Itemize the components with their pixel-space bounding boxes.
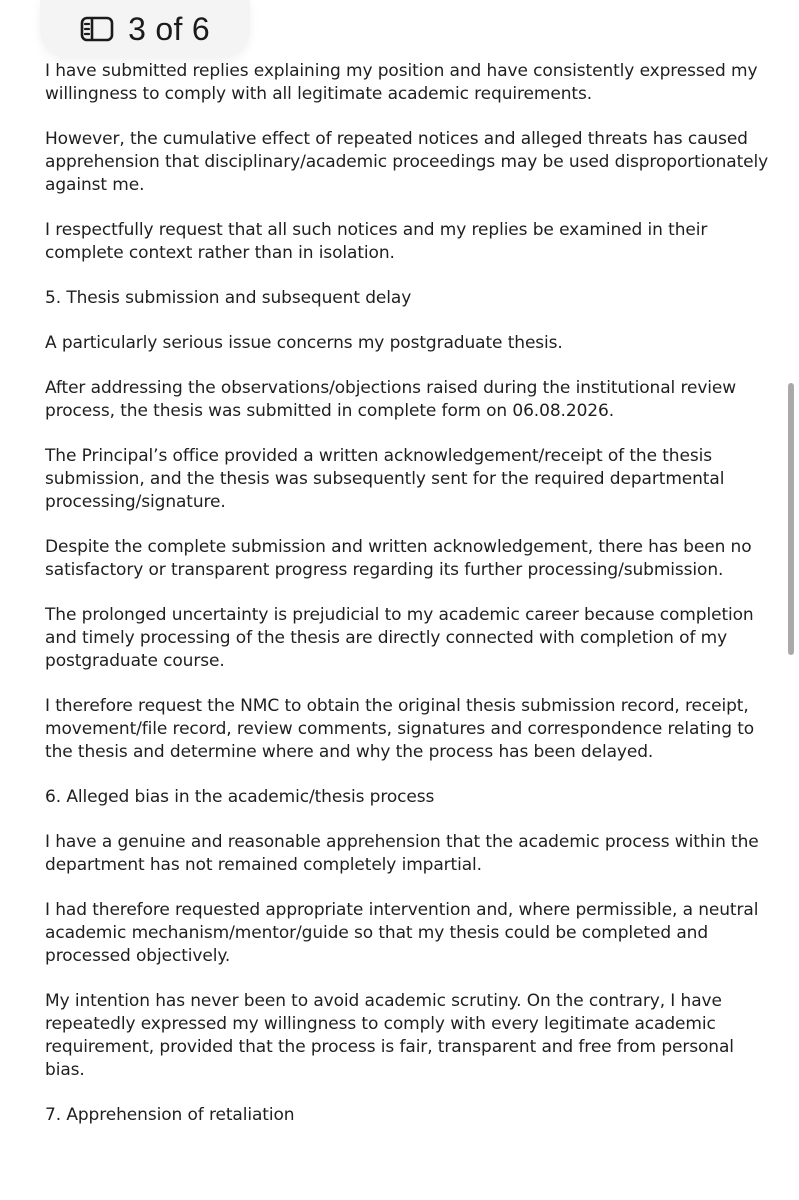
- paragraph: I respectfully request that all such notices and my replies be examined in their complete context rather than in isolation.: [45, 220, 708, 263]
- paragraph: After addressing the observations/objections raised during the institutional review process, the thesis was submitted in complete form on 06.08.2026.: [45, 378, 737, 421]
- section-heading: 7. Apprehension of retaliation: [45, 1105, 295, 1125]
- document-body: [45, 60, 775, 1149]
- paragraph: Despite the complete submission and written acknowledgement, there has been no satisfactory or transparent progress regarding its further processing/submission.: [45, 537, 752, 580]
- page-count-label: 3 of 6: [128, 10, 210, 47]
- paragraph: I have submitted replies explaining my position and have consistently expressed my willingness to comply with all legitimate academic requirements.: [45, 61, 758, 104]
- paragraph: I have a genuine and reasonable apprehension that the academic process within the department has not remained completely impartial.: [45, 832, 759, 875]
- paragraph: A particularly serious issue concerns my postgraduate thesis.: [45, 333, 563, 353]
- paragraph: My intention has never been to avoid academic scrutiny. On the contrary, I have repeatedly expressed my willingness to comply with every legitimate academic requirement, provided that the process is fair, transparent and free from personal bias.: [45, 991, 734, 1080]
- page-indicator[interactable]: [40, 0, 250, 58]
- paragraph: However, the cumulative effect of repeated notices and alleged threats has caused apprehension that disciplinary/academic proceedings may be used disproportionately against me.: [45, 129, 769, 195]
- section-heading: 6. Alleged bias in the academic/thesis process: [45, 787, 435, 807]
- paragraph: The Principal’s office provided a written acknowledgement/receipt of the thesis submission, and the thesis was subsequently sent for the required departmental processing/signature.: [45, 446, 725, 512]
- paragraph: I therefore request the NMC to obtain the original thesis submission record, receipt, movement/file record, review comments, signatures and correspondence relating to the thesis and determine where and why the process has been delayed.: [45, 696, 755, 762]
- sidebar-panel-icon[interactable]: [80, 16, 114, 42]
- vertical-scrollbar[interactable]: [788, 383, 794, 655]
- section-heading: 5. Thesis submission and subsequent delay: [45, 288, 412, 308]
- paragraph: The prolonged uncertainty is prejudicial to my academic career because completion and timely processing of the thesis are directly connected with completion of my postgraduate course.: [45, 605, 754, 671]
- paragraph: I had therefore requested appropriate intervention and, where permissible, a neutral academic mechanism/mentor/guide so that my thesis could be completed and processed objectively.: [45, 900, 759, 966]
